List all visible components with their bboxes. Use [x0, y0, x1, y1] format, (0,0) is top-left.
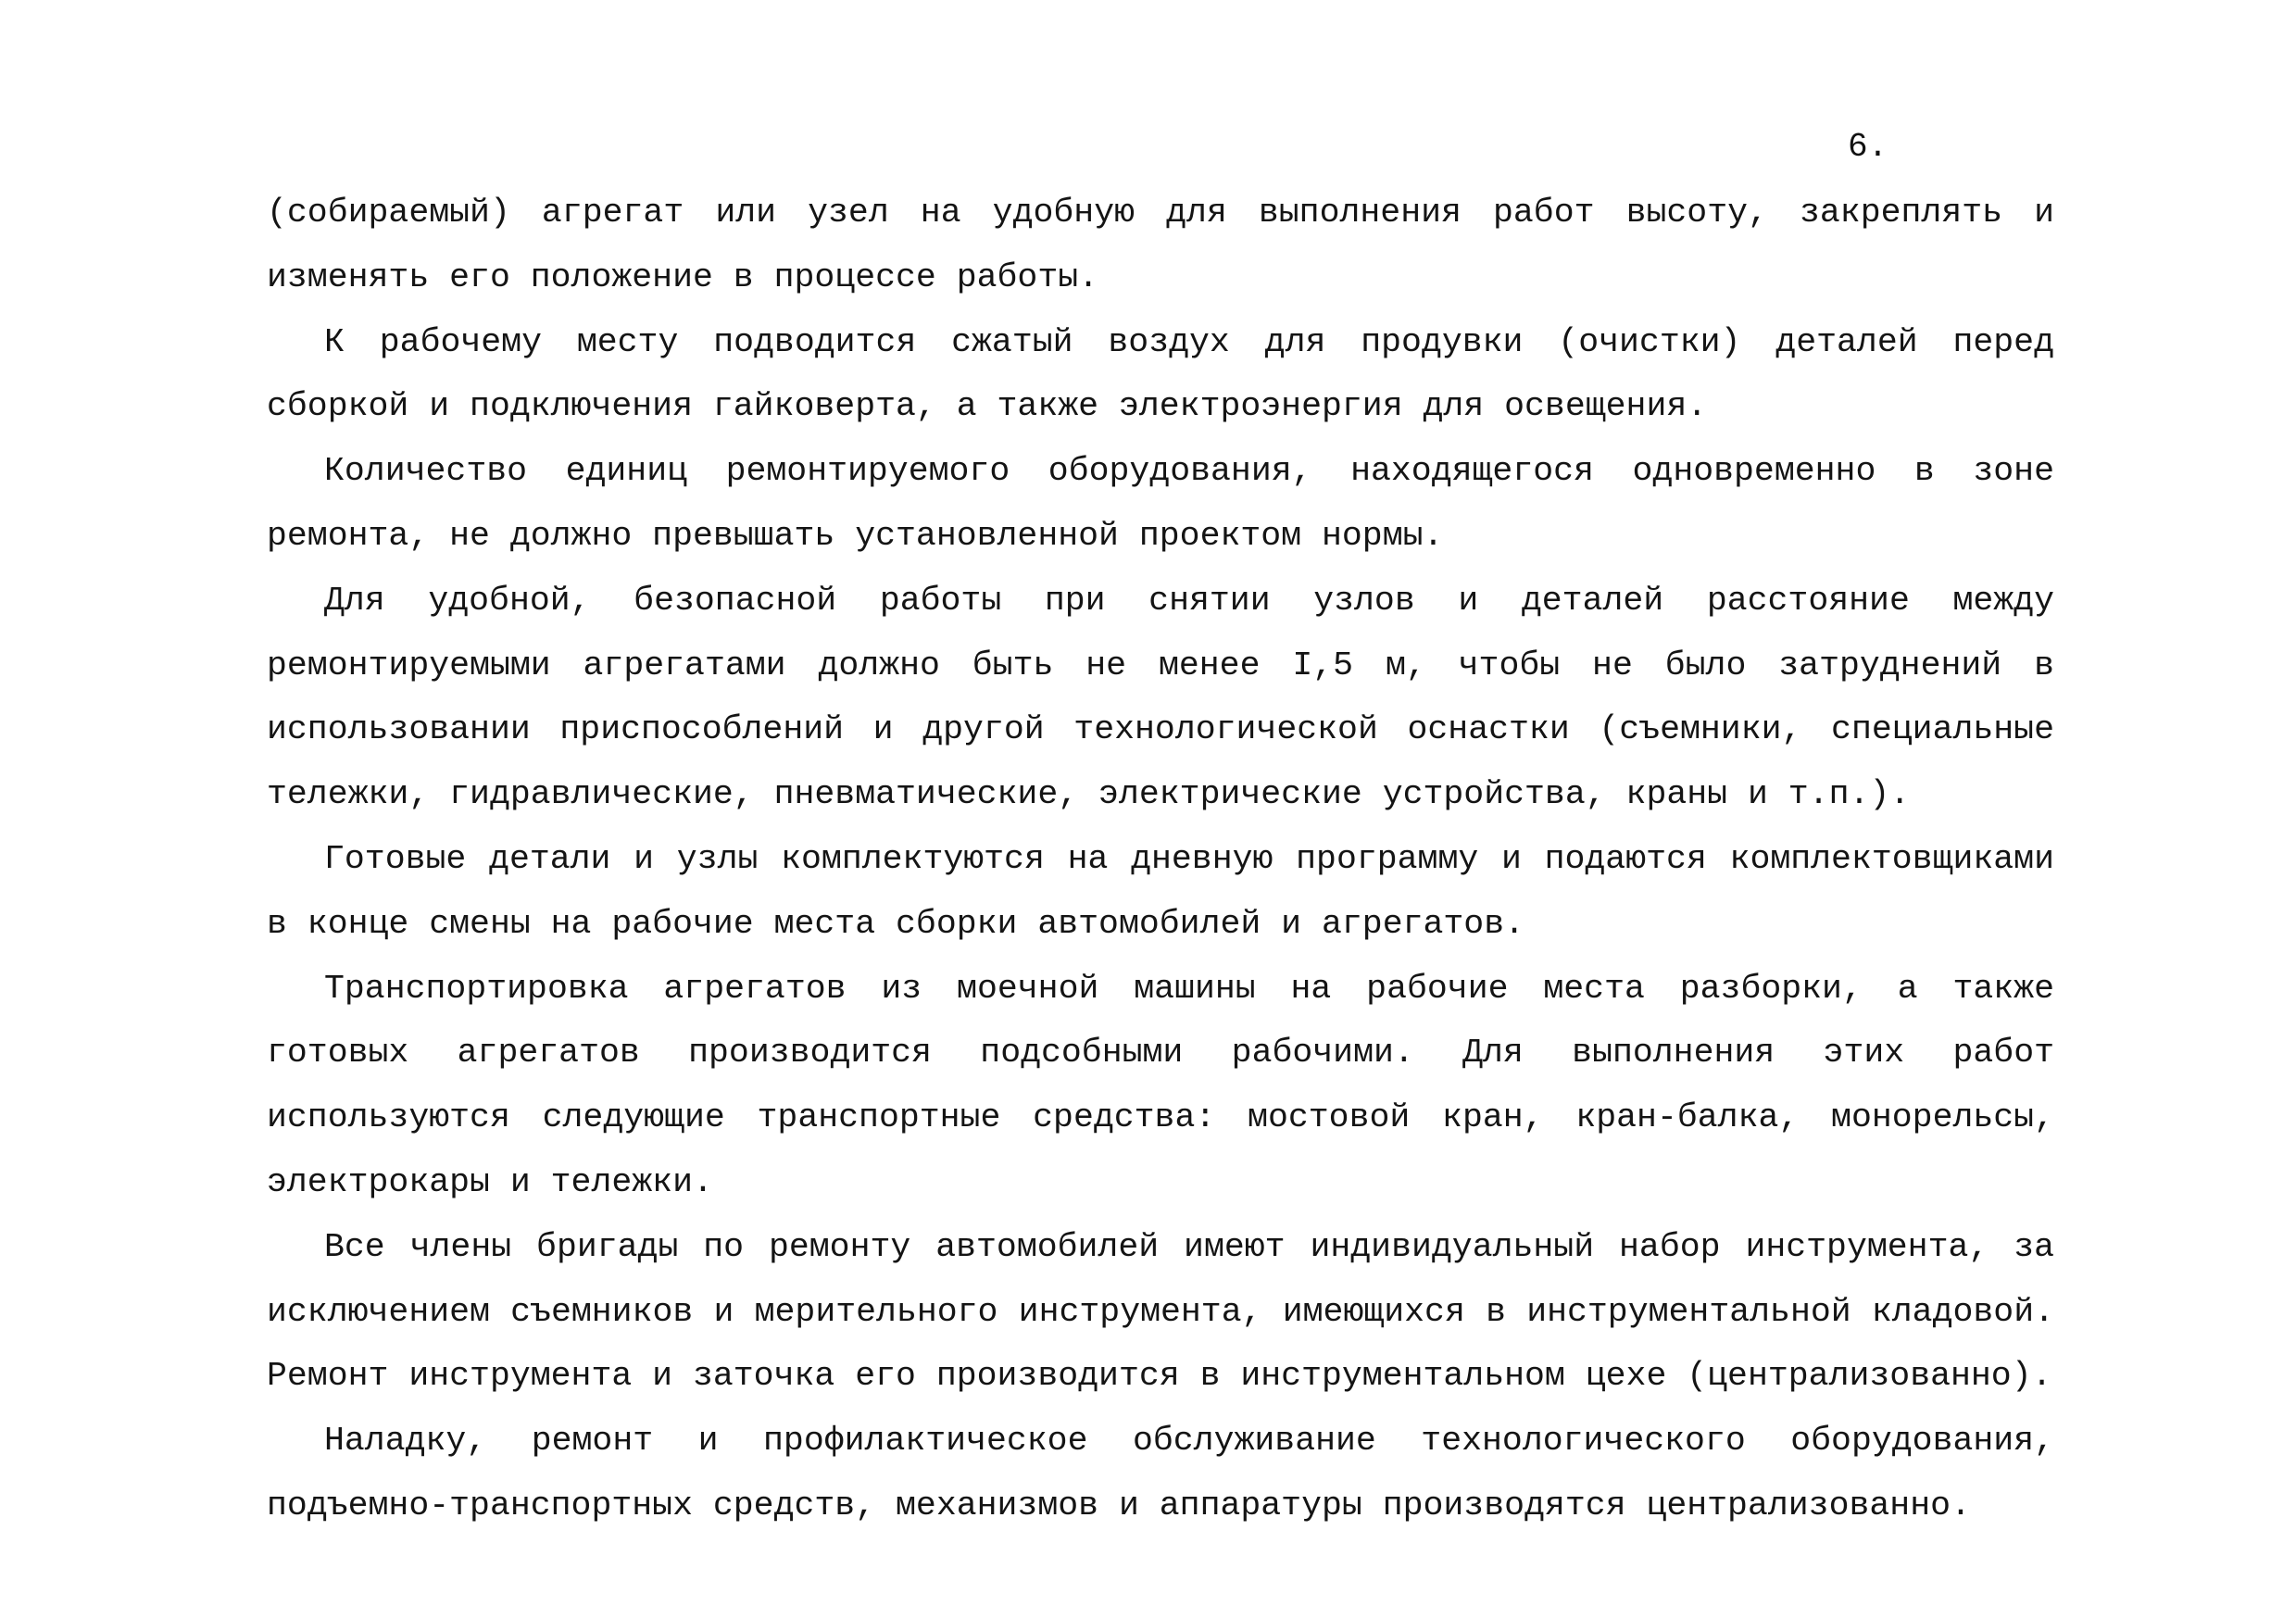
document-body [267, 181, 2054, 1538]
paragraph-7: Все члены бригады по ремонту автомобилей имеют индивидуальный набор инструмента, за исключением съемников и мерительного инструмента, имеющихся в инструментальной кладовой. Ремонт инструмента и заточка его производится в инструментальном цехе (централизованно). [267, 1227, 2054, 1396]
paragraph-4: Для удобной, безопасной работы при снятии узлов и деталей расстояние между ремонтируемыми агрегатами должно быть не менее I,5 м, чтобы не было затруднений в использовании приспособлений и другой технологической оснастки (съемники, специальные тележки, гидравлические, пневматические, электрические устройства, краны и т.п.). [267, 581, 2054, 814]
paragraph-3: Количество единиц ремонтируемого оборудования, находящегося одновременно в зоне ремонта, не должно превышать установленной проектом нормы. [267, 452, 2054, 555]
page-number: 6. [1848, 128, 1888, 166]
paragraph-1: (собираемый) агрегат или узел на удобную для выполнения работ высоту, закреплять и изменять его положение в процессе работы. [267, 194, 2054, 296]
paragraph-6: Транспортировка агрегатов из моечной машины на рабочие места разборки, а также готовых агрегатов производится подсобными рабочими. Для выполнения этих работ используются следующие транспортные средства: мостовой кран, кран-балка, монорельсы, электрокары и тележки. [267, 969, 2054, 1201]
paragraph-5: Готовые детали и узлы комплектуются на дневную программу и подаются комплектовщиками в конце смены на рабочие места сборки автомобилей и агрегатов. [267, 839, 2054, 943]
paragraph-2: К рабочему месту подводится сжатый воздух для продувки (очистки) деталей перед сборкой и подключения гайковерта, а также электроэнергия для освещения. [267, 322, 2054, 426]
paragraph-8: Наладку, ремонт и профилактическое обслуживание технологического оборудования, подъемно-транспортных средств, механизмов и аппаратуры производятся централизованно. [267, 1422, 2054, 1524]
